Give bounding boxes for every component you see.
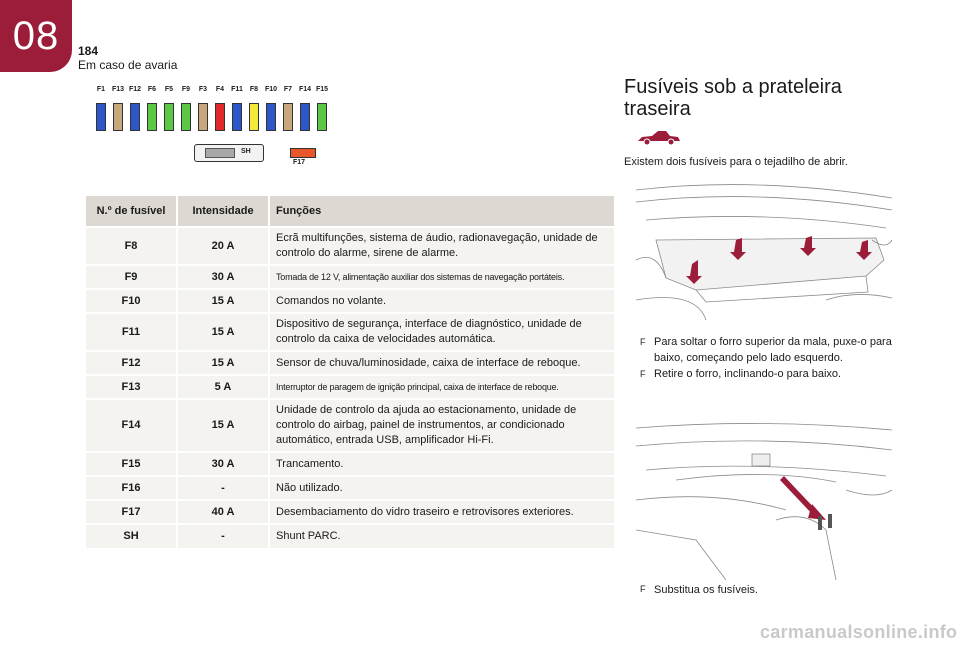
table-row <box>86 375 615 399</box>
intro-text: Existem dois fusíveis para o tejadilho de abrir. <box>624 156 848 168</box>
trunk-fuse-illustration <box>636 420 892 580</box>
fuse-label: F13 <box>111 86 125 93</box>
intensity-cell: 20 A <box>177 227 269 265</box>
fuse-label: F8 <box>249 86 259 93</box>
fuse <box>198 103 208 131</box>
step-1 <box>640 334 898 366</box>
fuse-f17-label: F17 <box>293 159 306 166</box>
header-functions: Funções <box>269 196 615 227</box>
page-number: 184 <box>78 44 99 58</box>
fuse-number-cell: F16 <box>86 476 177 500</box>
fuse-label: F9 <box>181 86 191 93</box>
bullet-arrow-icon: F <box>640 369 646 379</box>
function-cell: Unidade de controlo da ajuda ao estacionamento, unidade de controlo do airbag, painel de instrumentos, ar condicionado automático, entrada USB, amplificador Hi-Fi. <box>269 399 615 452</box>
step-1-text: Para soltar o forro superior da mala, puxe-o para baixo, começando pelo lado esquerdo. <box>654 336 892 364</box>
table-row <box>86 452 615 476</box>
function-cell: Não utilizado. <box>269 476 615 500</box>
fuse-label: F15 <box>315 86 329 93</box>
function-cell: Shunt PARC. <box>269 524 615 548</box>
intensity-cell: 30 A <box>177 265 269 289</box>
fuse-number-cell: F13 <box>86 375 177 399</box>
sh-label: SH <box>241 148 251 155</box>
fuse-f17 <box>290 148 316 158</box>
fuse-number-cell: F17 <box>86 500 177 524</box>
fuse-label: F6 <box>147 86 157 93</box>
intensity-cell: 30 A <box>177 452 269 476</box>
function-cell: Ecrã multifunções, sistema de áudio, radionavegação, unidade de controlo do alarme, sirene de alarme. <box>269 227 615 265</box>
fuse-label: F10 <box>264 86 278 93</box>
function-cell: Desembaciamento do vidro traseiro e retrovisores exteriores. <box>269 500 615 524</box>
table-row <box>86 289 615 313</box>
function-cell: Comandos no volante. <box>269 289 615 313</box>
table-row <box>86 313 615 351</box>
step-3-text: Substitua os fusíveis. <box>654 584 758 596</box>
fuse <box>164 103 174 131</box>
fuse <box>232 103 242 131</box>
fuse-number-cell: F11 <box>86 313 177 351</box>
fuse-number-cell: F14 <box>86 399 177 452</box>
instruction-steps <box>640 334 898 382</box>
bullet-arrow-icon: F <box>640 337 646 347</box>
fuse-label: F14 <box>298 86 312 93</box>
function-cell: Sensor de chuva/luminosidade, caixa de interface de reboque. <box>269 351 615 375</box>
table-row <box>86 476 615 500</box>
chapter-title: Em caso de avaria <box>78 58 178 72</box>
table-row <box>86 351 615 375</box>
intensity-cell: 5 A <box>177 375 269 399</box>
fuse <box>215 103 225 131</box>
fuse-number-cell: F10 <box>86 289 177 313</box>
fuse-label: F4 <box>215 86 225 93</box>
fuse <box>147 103 157 131</box>
fuse <box>96 103 106 131</box>
intensity-cell: 15 A <box>177 351 269 375</box>
step-2-text: Retire o forro, inclinando-o para baixo. <box>654 368 842 380</box>
intensity-cell: 15 A <box>177 313 269 351</box>
table-row <box>86 265 615 289</box>
fuse <box>130 103 140 131</box>
table-row <box>86 500 615 524</box>
table-row <box>86 399 615 452</box>
fuse-box-diagram <box>92 86 342 168</box>
table-row <box>86 524 615 548</box>
table-body <box>86 227 615 548</box>
fuse-label: F7 <box>283 86 293 93</box>
fuse-table <box>86 196 616 548</box>
fuse <box>249 103 259 131</box>
header-fuse-number: N.º de fusível <box>86 196 177 227</box>
fuse <box>300 103 310 131</box>
chapter-tab <box>0 0 72 72</box>
intensity-cell: - <box>177 524 269 548</box>
function-cell: Tomada de 12 V, alimentação auxiliar dos sistemas de navegação portáteis. <box>269 265 615 289</box>
bullet-arrow-icon: F <box>640 584 646 594</box>
fuse <box>181 103 191 131</box>
intensity-cell: 15 A <box>177 289 269 313</box>
intensity-cell: 15 A <box>177 399 269 452</box>
rear-shelf-illustration <box>636 180 892 328</box>
table-header-row <box>86 196 615 227</box>
table-row <box>86 227 615 265</box>
fuse-number-cell: F15 <box>86 452 177 476</box>
fuse <box>283 103 293 131</box>
header-intensity: Intensidade <box>177 196 269 227</box>
watermark: carmanualsonline.info <box>760 622 958 642</box>
section-title: Fusíveis sob a prateleira traseira <box>624 76 842 120</box>
intensity-cell: 40 A <box>177 500 269 524</box>
step-3 <box>640 584 758 596</box>
function-cell: Trancamento. <box>269 452 615 476</box>
fuse-label: F1 <box>96 86 106 93</box>
convertible-car-icon <box>636 128 682 146</box>
fuse <box>317 103 327 131</box>
fuse-label: F3 <box>198 86 208 93</box>
chapter-number: 08 <box>12 13 60 58</box>
fuse-label: F12 <box>128 86 142 93</box>
fuse-number-cell: F9 <box>86 265 177 289</box>
sh-shunt <box>194 144 264 162</box>
sh-shunt-slot <box>205 148 235 158</box>
fuse-number-cell: F8 <box>86 227 177 265</box>
fuse-number-cell: SH <box>86 524 177 548</box>
intensity-cell: - <box>177 476 269 500</box>
fuse <box>266 103 276 131</box>
fuse <box>113 103 123 131</box>
function-cell: Interruptor de paragem de ignição principal, caixa de interface de reboque. <box>269 375 615 399</box>
function-cell: Dispositivo de segurança, interface de diagnóstico, unidade de controlo da caixa de velocidades automática. <box>269 313 615 351</box>
fuse-number-cell: F12 <box>86 351 177 375</box>
fuse-label: F11 <box>231 86 243 93</box>
fuse-label: F5 <box>164 86 174 93</box>
step-2 <box>640 366 898 382</box>
